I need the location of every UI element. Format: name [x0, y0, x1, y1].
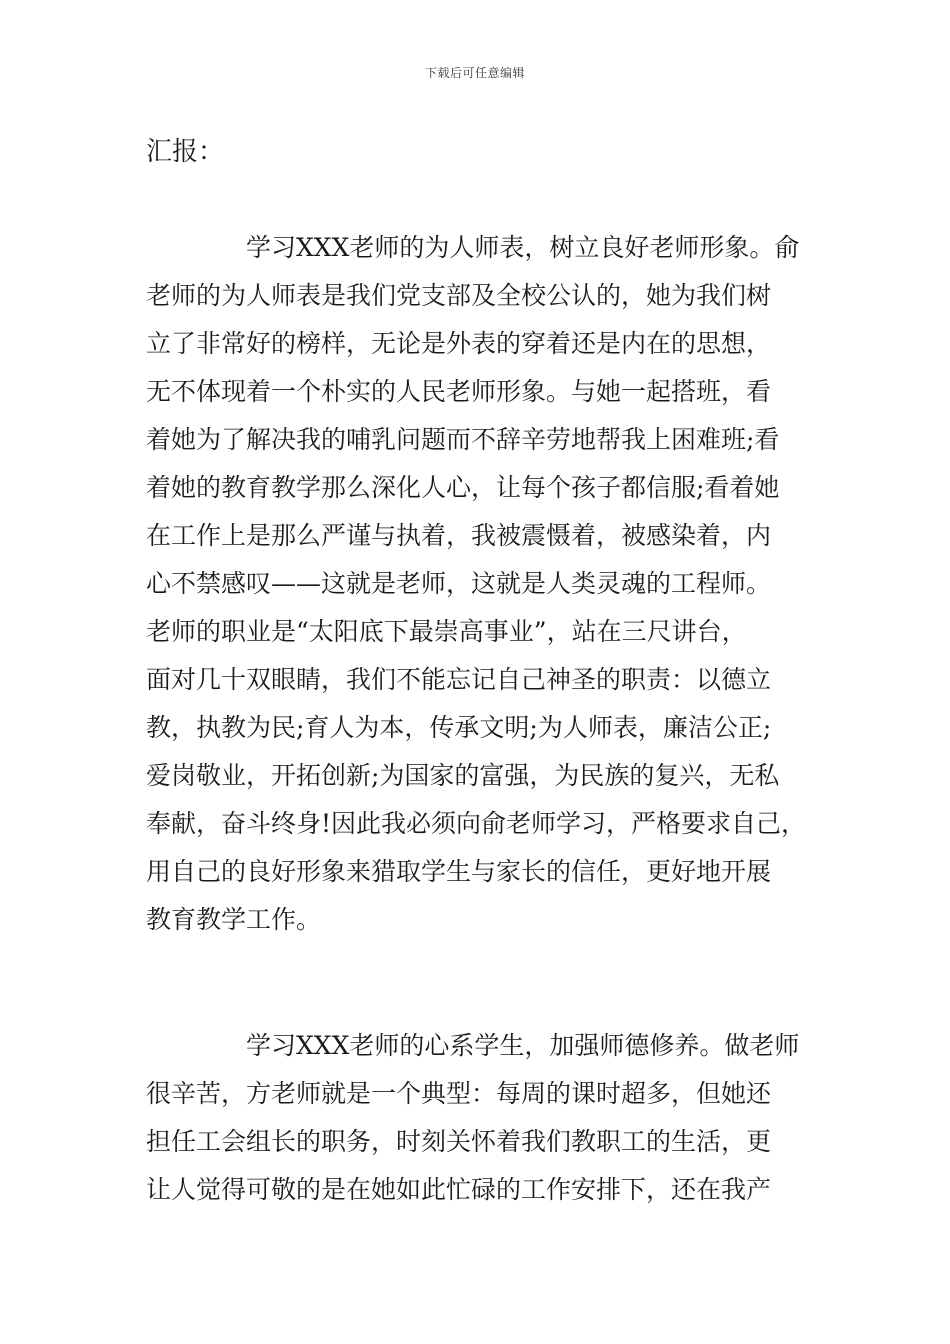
- paragraph: [146, 1022, 826, 1214]
- paragraph-line: 用自己的良好形象来猎取学生与家长的信任，更好地开展: [146, 857, 772, 886]
- paragraph-line: 担任工会组长的职务，时刻关怀着我们教职工的生活，更: [146, 1127, 772, 1156]
- paragraph-line: 教育教学工作。: [146, 905, 322, 934]
- paragraph-line: 老师的为人师表是我们党支部及全校公认的，她为我们树: [146, 281, 772, 310]
- document-heading: 汇报：: [146, 137, 225, 167]
- paragraph-line: 无不体现着一个朴实的人民老师形象。与她一起搭班，看: [146, 377, 772, 406]
- paragraph-line: 学习XXX老师的心系学生，加强师德修养。做老师: [246, 1031, 800, 1060]
- paragraph: [146, 224, 826, 944]
- paragraph-line: 奉献，奋斗终身!因此我必须向俞老师学习，严格要求自己，: [146, 809, 807, 838]
- page-header-note: 下载后可任意编辑: [424, 66, 525, 80]
- paragraph-line: 着她为了解决我的哺乳问题而不辞辛劳地帮我上困难班;看: [146, 425, 780, 454]
- paragraph-line: 心不禁感叹——这就是老师，这就是人类灵魂的工程师。: [146, 569, 772, 598]
- paragraph-line: 教，执教为民;育人为本，传承文明;为人师表，廉洁公正;: [146, 713, 772, 742]
- paragraph-line: 在工作上是那么严谨与执着，我被震慑着，被感染着，内: [146, 521, 772, 550]
- paragraph-line: 学习XXX老师的为人师表，树立良好老师形象。俞: [246, 233, 800, 262]
- paragraph-line: 着她的教育教学那么深化人心，让每个孩子都信服;看着她: [146, 473, 780, 502]
- paragraph-line: 立了非常好的榜样，无论是外表的穿着还是内在的思想，: [146, 329, 772, 358]
- paragraph-line: 面对几十双眼睛，我们不能忘记自己神圣的职责：以德立: [146, 665, 772, 694]
- paragraph-line: 老师的职业是“太阳底下最崇高事业”，站在三尺讲台，: [146, 617, 747, 646]
- paragraph-line: 很辛苦，方老师就是一个典型：每周的课时超多，但她还: [146, 1079, 772, 1108]
- paragraph-line: 让人觉得可敬的是在她如此忙碌的工作安排下，还在我产: [146, 1175, 772, 1204]
- paragraph-line: 爱岗敬业，开拓创新;为国家的富强，为民族的复兴，无私: [146, 761, 780, 790]
